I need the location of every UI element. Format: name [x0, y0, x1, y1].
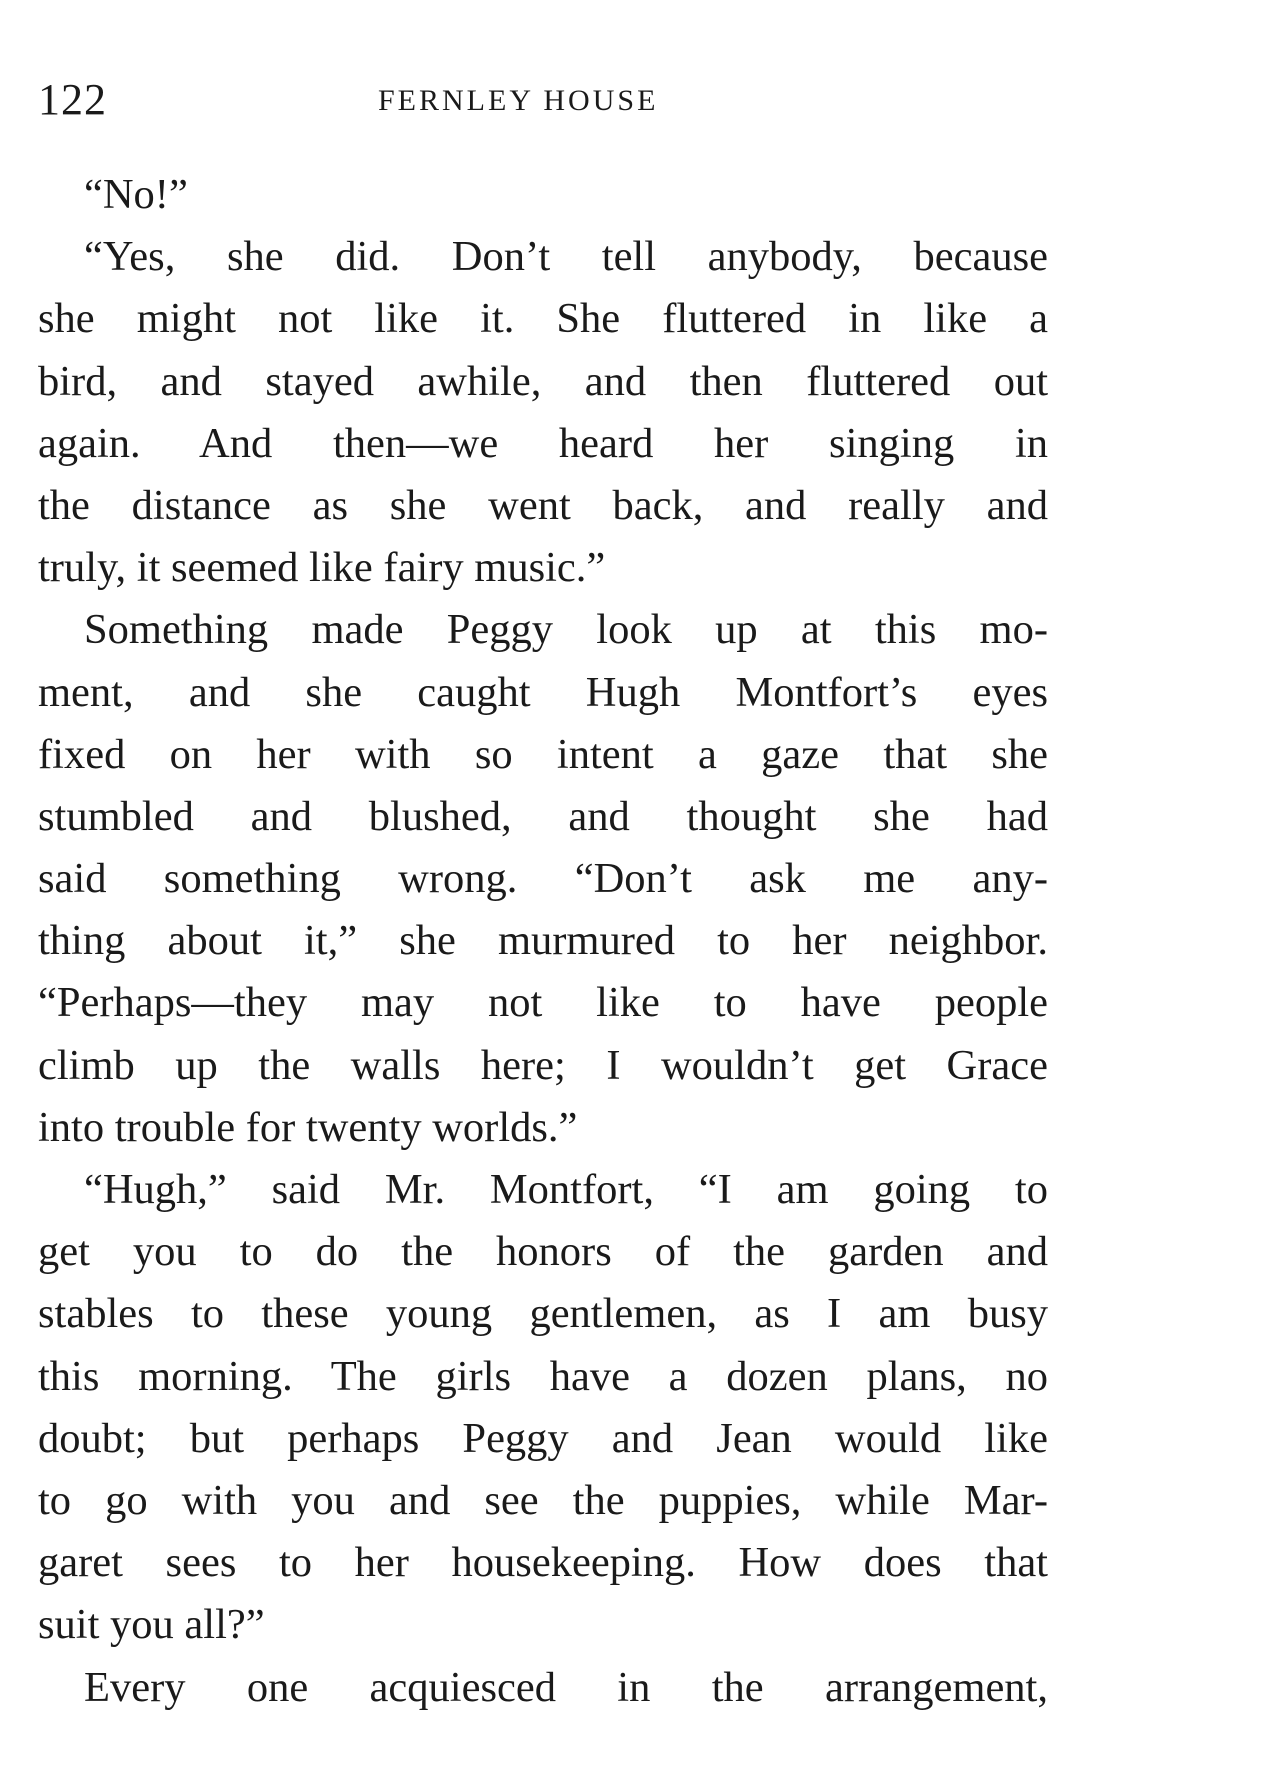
text-line: said something wrong. “Don’t ask me any-	[38, 855, 1048, 903]
text-line: fixed on her with so intent a gaze that she	[38, 730, 1048, 778]
text-line: stables to these young gentlemen, as I am busy	[38, 1290, 1048, 1338]
text-line: climb up the walls here; I wouldn’t get Grace	[38, 1041, 1048, 1089]
text-line: doubt; but perhaps Peggy and Jean would like	[38, 1414, 1048, 1462]
text-line: into trouble for twenty worlds.”	[38, 1103, 578, 1151]
text-line: “Hugh,” said Mr. Montfort, “I am going to	[84, 1166, 1048, 1213]
running-title: FERNLEY HOUSE	[378, 84, 659, 117]
page-header	[38, 70, 1048, 130]
text-line: bird, and stayed awhile, and then fluttered out	[38, 357, 1048, 405]
text-line: to go with you and see the puppies, while Mar-	[38, 1476, 1048, 1524]
text-line: “Yes, she did. Don’t tell anybody, because	[84, 233, 1048, 281]
page-number: 122	[38, 75, 107, 124]
text-line: Every one acquiesced in the arrangement,	[84, 1663, 1048, 1711]
text-line: she might not like it. She fluttered in like a	[38, 295, 1048, 343]
body-text	[38, 164, 1048, 1719]
text-line: the distance as she went back, and really and	[38, 481, 1048, 529]
text-line: garet sees to her housekeeping. How does that	[38, 1539, 1048, 1587]
text-line: truly, it seemed like fairy music.”	[38, 544, 606, 592]
text-line: suit you all?”	[38, 1601, 265, 1649]
text-line: Something made Peggy look up at this mo-	[84, 606, 1048, 654]
text-line: “Perhaps—they may not like to have people	[38, 979, 1048, 1027]
text-line: ment, and she caught Hugh Montfort’s eyes	[38, 668, 1048, 716]
text-line: “No!”	[84, 171, 188, 218]
text-line: this morning. The girls have a dozen plans, no	[38, 1352, 1048, 1400]
text-line: stumbled and blushed, and thought she had	[38, 792, 1048, 840]
text-line: thing about it,” she murmured to her neighbor.	[38, 917, 1048, 965]
text-line: again. And then—we heard her singing in	[38, 419, 1048, 467]
text-line: get you to do the honors of the garden and	[38, 1228, 1048, 1276]
